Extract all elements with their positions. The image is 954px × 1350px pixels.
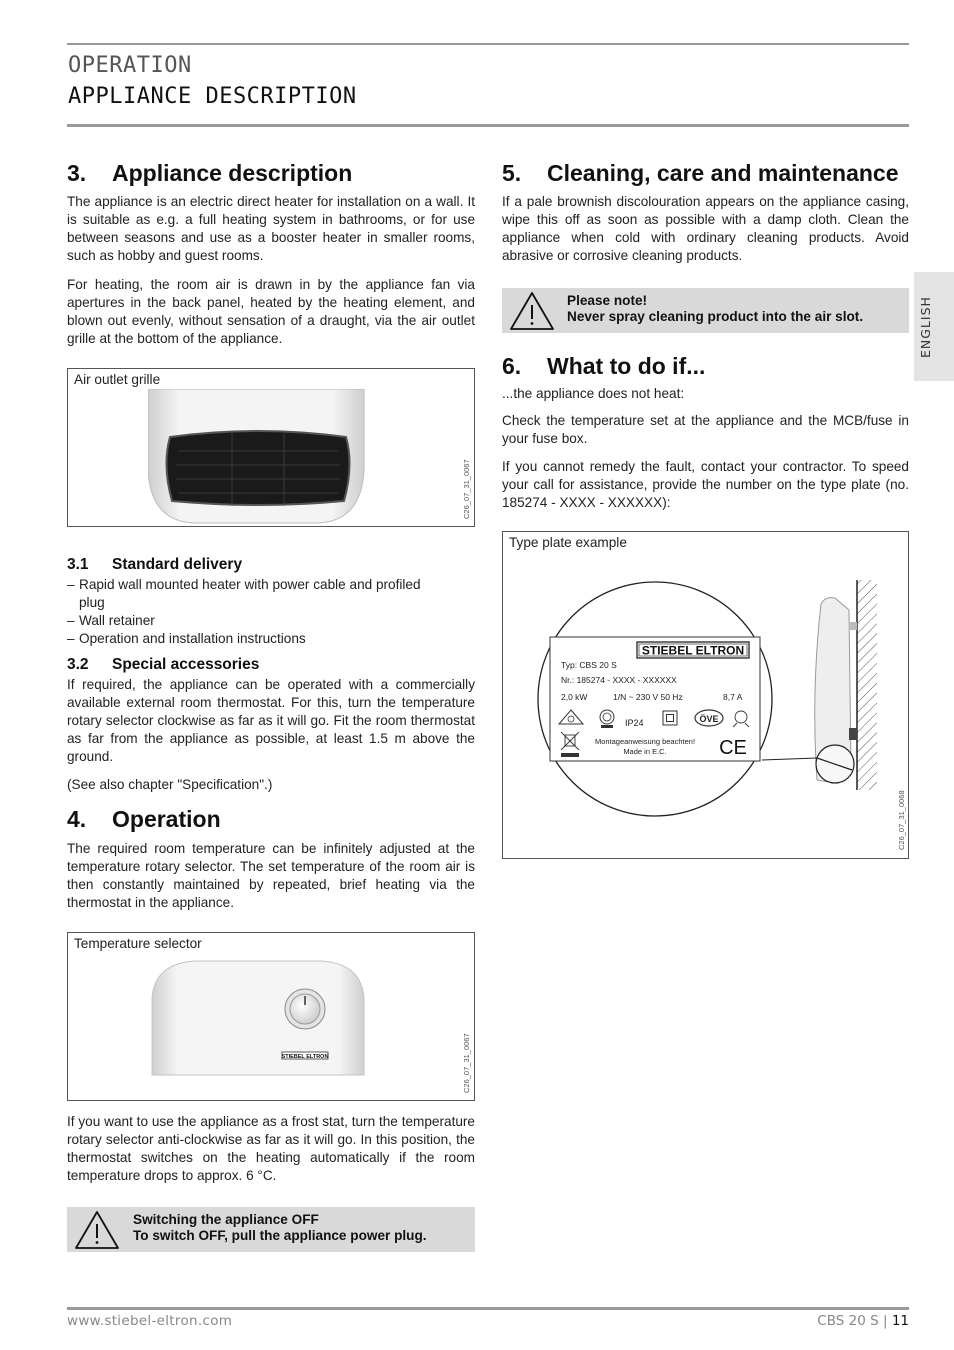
section-3-2-paragraph-2: (See also chapter "Specification".) bbox=[67, 777, 273, 792]
plate-voltage: 1/N ~ 230 V 50 Hz bbox=[613, 692, 683, 702]
section-3-heading: 3. Appliance description bbox=[67, 160, 353, 186]
header-title: APPLIANCE DESCRIPTION bbox=[68, 84, 357, 109]
figure-code: C26_07_31_0067 bbox=[462, 1033, 471, 1093]
section-3-2-heading: 3.2 Special accessories bbox=[67, 656, 260, 673]
note-title: Switching the appliance OFF bbox=[133, 1212, 319, 1227]
plate-type: Typ: CBS 20 S bbox=[561, 660, 617, 670]
section-6-paragraph-3: If you cannot remedy the fault, contact your contractor. To speed your call for assistance, provide the number on the type plate (no. 185274 - XXXX - XXXXXX): bbox=[502, 459, 909, 510]
footer-page-info bbox=[817, 1313, 909, 1329]
note-title: Please note! bbox=[567, 293, 648, 308]
heater-top-illustration bbox=[150, 959, 366, 1077]
list-item: – Wall retainer bbox=[67, 612, 475, 630]
plate-current: 8,7 A bbox=[723, 692, 743, 702]
header-section: OPERATION bbox=[68, 53, 192, 78]
note-switch-off bbox=[67, 1207, 475, 1252]
plate-ove: ÖVE bbox=[699, 714, 719, 724]
section-3-1-title: Standard delivery bbox=[112, 556, 243, 573]
section-4-paragraph-1: The required room temperature can be infinitely adjusted at the temperature rotary selector. The set temperature of the room air is then constantly maintained by repeated, brief heating via the thermostat in the appliance. bbox=[67, 841, 475, 910]
type-plate-illustration bbox=[503, 532, 908, 858]
list-item: – Rapid wall mounted heater with power cable and profiled plug bbox=[67, 576, 475, 612]
list-item: – Operation and installation instructions bbox=[67, 630, 475, 648]
note-text: Never spray cleaning product into the air slot. bbox=[567, 309, 864, 324]
section-4-heading: 4. Operation bbox=[67, 806, 221, 832]
section-3-2-paragraph-1: If required, the appliance can be operated with a commercially available external room thermostat. For this, turn the temperature rotary selector clockwise as far as it will go. Fit the room thermostat as far from the appliance as possible, at least 1.5 m above the ground. bbox=[67, 677, 475, 764]
section-3-paragraph-2: For heating, the room air is drawn in by the appliance fan via apertures in the back panel, heated by the heating element, and blown out evenly, without sensation of a draught, via the air outlet grille at the bottom of the appliance. bbox=[67, 277, 475, 346]
footer-separator: | bbox=[882, 1313, 888, 1329]
section-6-title: What to do if... bbox=[547, 353, 706, 379]
plate-number: Nr.: 185274 - XXXX - XXXXXX bbox=[561, 675, 677, 685]
plate-note-2: Made in E.C. bbox=[623, 747, 667, 756]
section-3-2-title: Special accessories bbox=[112, 656, 260, 673]
footer-model: CBS 20 S bbox=[817, 1313, 879, 1329]
note-cleaning bbox=[502, 288, 909, 333]
footer-url: www.stiebel-eltron.com bbox=[67, 1313, 233, 1329]
figure-type-plate bbox=[502, 531, 909, 859]
header-rule-top bbox=[67, 43, 909, 45]
appliance-logo: STIEBEL ELTRON bbox=[281, 1054, 329, 1060]
section-6-heading: 6. What to do if... bbox=[502, 353, 706, 379]
section-6-paragraph-1: ...the appliance does not heat: bbox=[502, 386, 685, 401]
page-number: 11 bbox=[891, 1313, 909, 1329]
section-3-paragraph-1: The appliance is an electric direct heater for installation on a wall. It is suitable as e.g. a full heating system in bathrooms, or for use between seasons and use as a booster heater in smaller rooms, such as hobby and guest rooms. bbox=[67, 194, 475, 263]
ce-mark: CE bbox=[719, 737, 747, 759]
note-text: To switch OFF, pull the appliance power plug. bbox=[133, 1228, 427, 1243]
figure-caption: Temperature selector bbox=[74, 936, 202, 951]
section-5-title: Cleaning, care and maintenance bbox=[547, 160, 899, 186]
figure-code: C26_07_31_0068 bbox=[897, 790, 906, 850]
section-4-title: Operation bbox=[112, 806, 221, 832]
section-3-title: Appliance description bbox=[112, 160, 353, 186]
plate-ip: IP24 bbox=[625, 718, 644, 728]
plate-logo: STIEBEL ELTRON bbox=[641, 643, 745, 658]
footer-rule bbox=[67, 1307, 909, 1310]
plate-power: 2,0 kW bbox=[561, 692, 588, 702]
language-tab-label: ENGLISH bbox=[918, 296, 933, 358]
figure-caption: Air outlet grille bbox=[74, 372, 161, 387]
header-rule-bottom bbox=[67, 124, 909, 127]
section-4-paragraph-2: If you want to use the appliance as a frost stat, turn the temperature rotary selector anti-clockwise as far as it will go. In this position, the thermostat switches on the heating automatically if the room temperature drops to approx. 6 °C. bbox=[67, 1114, 475, 1183]
warning-icon bbox=[74, 1210, 120, 1250]
heater-bottom-illustration bbox=[148, 389, 368, 525]
section-5-paragraph-1: If a pale brownish discolouration appears on the appliance casing, wipe this off as soon as possible with a damp cloth. Clean the appliance when cold with ordinary cleaning products. Avoid abrasive or corrosive cleaning products. bbox=[502, 194, 909, 263]
plate-note-1: Montageanweisung beachten! bbox=[594, 737, 696, 746]
section-3-1-heading: 3.1 Standard delivery bbox=[67, 556, 243, 573]
standard-delivery-list bbox=[67, 576, 475, 648]
figure-caption: Type plate example bbox=[509, 535, 627, 550]
figure-air-outlet-grille bbox=[67, 368, 475, 527]
warning-icon bbox=[509, 291, 555, 331]
figure-code: C26_07_31_0067 bbox=[462, 459, 471, 519]
section-5-heading: 5. Cleaning, care and maintenance bbox=[502, 160, 899, 186]
section-6-paragraph-2: Check the temperature set at the appliance and the MCB/fuse in your fuse box. bbox=[502, 413, 909, 446]
figure-temperature-selector bbox=[67, 932, 475, 1101]
